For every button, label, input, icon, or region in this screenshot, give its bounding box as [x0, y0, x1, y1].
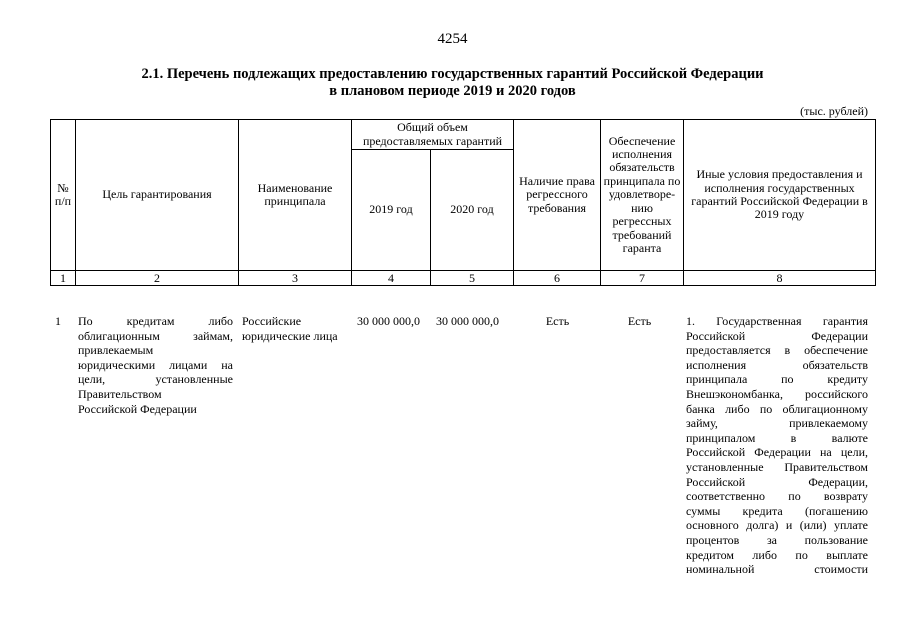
document-title — [0, 66, 905, 100]
header-num: № п/п — [51, 120, 76, 271]
conditions-line: установленные Правительством — [686, 459, 868, 474]
purpose-line: цели, установленные — [78, 372, 233, 387]
conditions-line: Российской Федерации, — [686, 474, 868, 489]
page-number: 4254 — [437, 31, 468, 47]
purpose-line: По кредитам либо — [78, 314, 233, 328]
header-total-volume: Общий объем предоставляемых гарантий — [352, 120, 514, 150]
column-number: 5 — [431, 271, 514, 286]
guarantees-table-header — [50, 119, 876, 286]
header-purpose: Цель гарантирования — [76, 120, 239, 271]
conditions-line: процентов за пользование — [686, 532, 868, 547]
purpose-line: Российской Федерации — [78, 401, 197, 416]
conditions-line: соответственно по возврату — [686, 489, 868, 504]
column-number: 8 — [684, 271, 876, 286]
security-value: Есть — [627, 314, 652, 328]
conditions-line: кредитом либо по выплате — [686, 547, 868, 562]
conditions-line: Российской Федерации на цели, — [686, 445, 868, 460]
column-number: 7 — [601, 271, 684, 286]
conditions-line: принципала по кредиту — [686, 372, 868, 387]
principal-line: юридические лица — [242, 328, 338, 343]
other-conditions — [686, 314, 868, 577]
column-number: 3 — [239, 271, 352, 286]
column-number: 2 — [76, 271, 239, 286]
column-number: 6 — [514, 271, 601, 286]
conditions-line: Российской Федерации — [686, 328, 868, 343]
principal-name — [242, 314, 352, 343]
conditions-line: принципалом в валюте — [686, 430, 868, 445]
title-line-1: 2.1. Перечень подлежащих предоставлению государственных гарантий Российской Федерации — [141, 66, 764, 82]
conditions-line: исполнения обязательств — [686, 357, 868, 372]
header-conditions: Иные условия предоставления и исполнения государственных гарантий Российской Федерации в 2019 году — [684, 120, 876, 271]
conditions-line: суммы кредита (погашению — [686, 503, 868, 518]
row-number: 1 — [55, 314, 61, 328]
header-year-2019: 2019 год — [352, 150, 431, 271]
amount-2020: 30 000 000,0 — [436, 314, 499, 328]
header-year-2020: 2020 год — [431, 150, 514, 271]
purpose-line: облигационным займам, — [78, 328, 233, 343]
conditions-line: основного долга) и (или) уплате — [686, 518, 868, 533]
principal-line: Российские — [242, 314, 302, 328]
conditions-line: предоставляется в обеспечение — [686, 343, 868, 358]
units-label: (тыс. рублей) — [800, 104, 868, 118]
header-security: Обеспечение исполнения обязательств принципала по удовлетворе-нию регрессных требований гаранта — [601, 120, 684, 271]
column-number: 4 — [352, 271, 431, 286]
title-line-2: в плановом периоде 2019 и 2020 годов — [329, 83, 576, 99]
conditions-line: номинальной стоимости — [686, 562, 868, 577]
regress-right-value: Есть — [545, 314, 570, 328]
conditions-line: Внешэкономбанка, российского — [686, 386, 868, 401]
conditions-line: 1. Государственная гарантия — [686, 314, 868, 328]
column-number: 1 — [51, 271, 76, 286]
purpose-line: юридическими лицами на — [78, 357, 233, 372]
purpose-line: привлекаемым — [78, 343, 154, 358]
amount-2019: 30 000 000,0 — [357, 314, 420, 328]
header-regress-right: Наличие права регрессного требования — [514, 120, 601, 271]
conditions-line: займу, привлекаемому — [686, 416, 868, 431]
conditions-line: банка либо по облигационному — [686, 401, 868, 416]
guarantee-purpose — [78, 314, 233, 416]
purpose-line: Правительством — [78, 386, 162, 401]
column-numbers-row — [51, 271, 876, 286]
header-principal: Наименование принципала — [239, 120, 352, 271]
